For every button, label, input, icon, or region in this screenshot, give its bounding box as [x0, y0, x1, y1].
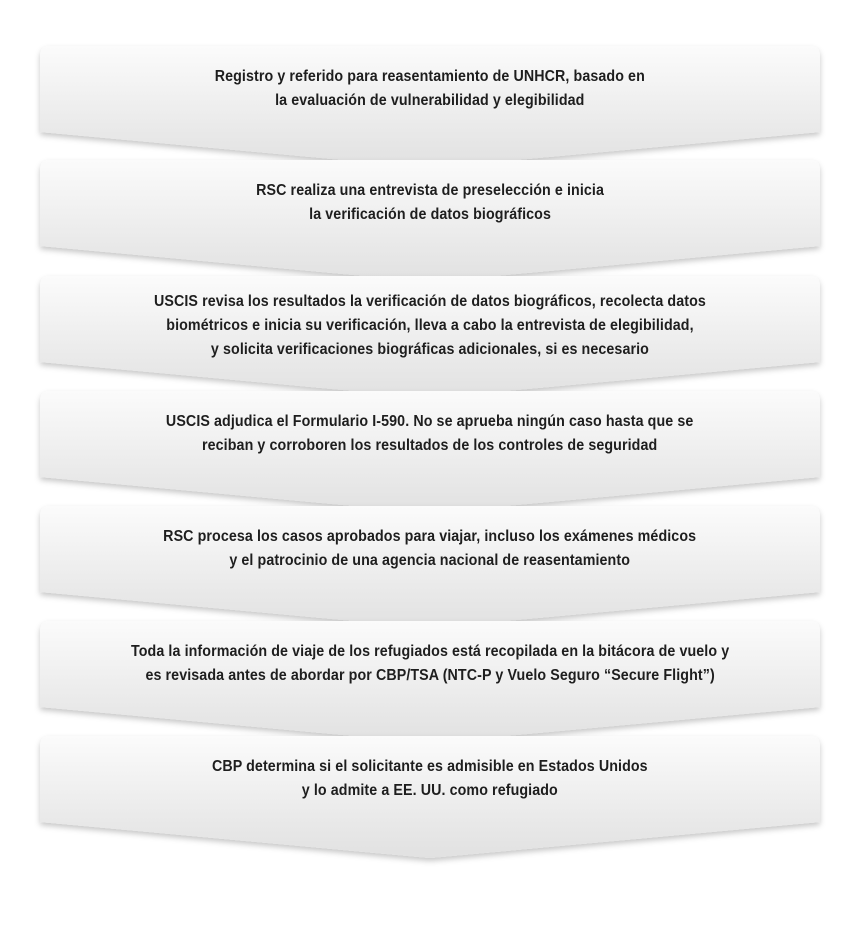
- step-6-box: [40, 625, 820, 703]
- step-3-box: [40, 280, 820, 372]
- step-2-text: RSC realiza una entrevista de preselección e inicia la verificación de datos biográficos: [256, 182, 604, 223]
- step-2-box: [40, 164, 820, 242]
- step-1-box: [40, 50, 820, 128]
- step-1-text: Registro y referido para reasentamiento de UNHCR, basado en la evaluación de vulnerabilidad y elegibilidad: [214, 68, 646, 109]
- step-5-text: RSC procesa los casos aprobados para viajar, incluso los exámenes médicos y el patrocinio de una agencia nacional de reasentamiento: [163, 528, 697, 569]
- step-6-text: Toda la información de viaje de los refugiados está recopilada en la bitácora de vuelo y es revisada antes de abordar por CBP/TSA (NTC-P y Vuelo Seguro “Secure Flight”): [130, 643, 730, 684]
- step-7-box: [40, 740, 820, 818]
- step-3-text: USCIS revisa los resultados la verificación de datos biográficos, recolecta datos biométricos e inicia su verificación, lleva a cabo la entrevista de elegibilidad, y solicita verificaciones biográficas adicionales, si es necesario: [154, 293, 706, 358]
- step-7-text: CBP determina si el solicitante es admisible en Estados Unidos y lo admite a EE. UU. como refugiado: [212, 758, 648, 799]
- step-4-text: USCIS adjudica el Formulario I-590. No se aprueba ningún caso hasta que se reciban y corroboren los resultados de los controles de seguridad: [166, 413, 694, 454]
- step-5-box: [40, 510, 820, 588]
- step-4-box: [40, 395, 820, 473]
